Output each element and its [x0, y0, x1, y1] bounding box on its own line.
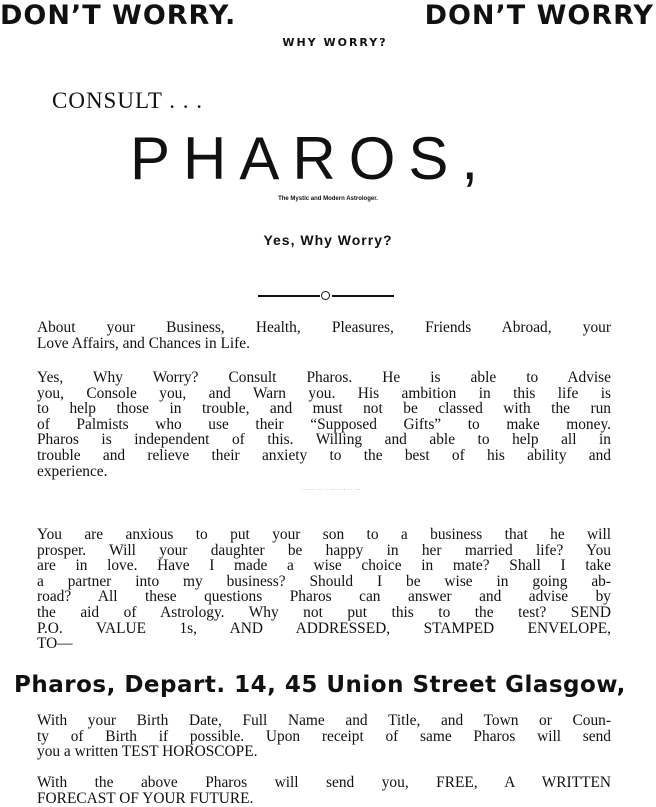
- header-question: WHY WORRY?: [282, 36, 388, 49]
- body-paragraph-4: [37, 775, 611, 806]
- body-paragraph-2: [37, 527, 611, 652]
- text-line: P.O. VALUE 1s, AND ADDRESSED, STAMPED ENVELOPE,: [37, 619, 611, 637]
- header-left: DON’T WORRY.: [0, 0, 237, 31]
- text-line: ty of Birth if possible. Upon receipt of same Pharos will send: [37, 727, 611, 745]
- text-line: experience.: [37, 462, 108, 480]
- text-line: With your Birth Date, Full Name and Title, and Town or Coun-: [37, 712, 611, 729]
- text-line: With the above Pharos will send you, FREE, A WRITTEN: [37, 774, 611, 791]
- text-line: Love Affairs, and Chances in Life.: [37, 334, 250, 352]
- divider-rule-right: [332, 295, 394, 297]
- body-paragraph-1: [37, 370, 611, 479]
- text-line: trouble and relieve their anxiety to the best of his ability and: [37, 446, 611, 464]
- text-line: you, Console you, and Warn you. His ambition in this life is: [37, 384, 611, 402]
- text-line: About your Business, Health, Pleasures, Friends Abroad, your: [37, 319, 611, 336]
- text-line: you a written TEST HOROSCOPE.: [37, 743, 258, 761]
- ornamental-divider: [258, 291, 394, 301]
- message-heading: PHAROS HAS A MESSAGE TO YOU.: [302, 490, 364, 491]
- tagline: Yes, Why Worry?: [263, 232, 393, 248]
- advertiser-subtitle: The Mystic and Modern Astrologer.: [278, 196, 378, 202]
- text-line: the aid of Astrology. Why not put this to the test? SEND: [37, 603, 611, 621]
- text-line: Pharos is independent of this. Willing and able to help all in: [37, 431, 611, 449]
- divider-rule-left: [258, 295, 320, 297]
- intro-paragraph: [37, 320, 611, 351]
- text-line: You are anxious to put your son to a business that he will: [37, 526, 611, 543]
- text-line: to help those in trouble, and must not be classed with the run: [37, 400, 611, 418]
- text-line: FORECAST OF YOUR FUTURE.: [37, 789, 254, 807]
- consult-label: CONSULT . . .: [52, 88, 204, 113]
- text-line: TO—: [37, 635, 73, 653]
- body-paragraph-3: [37, 713, 611, 760]
- text-line: a partner into my business? Should I be wise in going ab-: [37, 572, 611, 590]
- postal-address: Pharos, Depart. 14, 45 Union Street Glasgow,: [14, 672, 626, 698]
- text-line: Yes, Why Worry? Consult Pharos. He is able to Advise: [37, 369, 611, 386]
- header-right: DON’T WORRY: [424, 0, 654, 31]
- divider-circle-icon: [321, 291, 330, 300]
- text-line: road? All these questions Pharos can answer and advise by: [37, 588, 611, 606]
- text-line: are in love. Have I made a wise choice in mate? Shall I take: [37, 557, 611, 575]
- text-line: prosper. Will your daughter be happy in her married life? You: [37, 541, 611, 559]
- text-line: of Palmists who use their “Supposed Gifts” to make money.: [37, 415, 611, 433]
- advertiser-name: PHAROS,: [130, 125, 492, 192]
